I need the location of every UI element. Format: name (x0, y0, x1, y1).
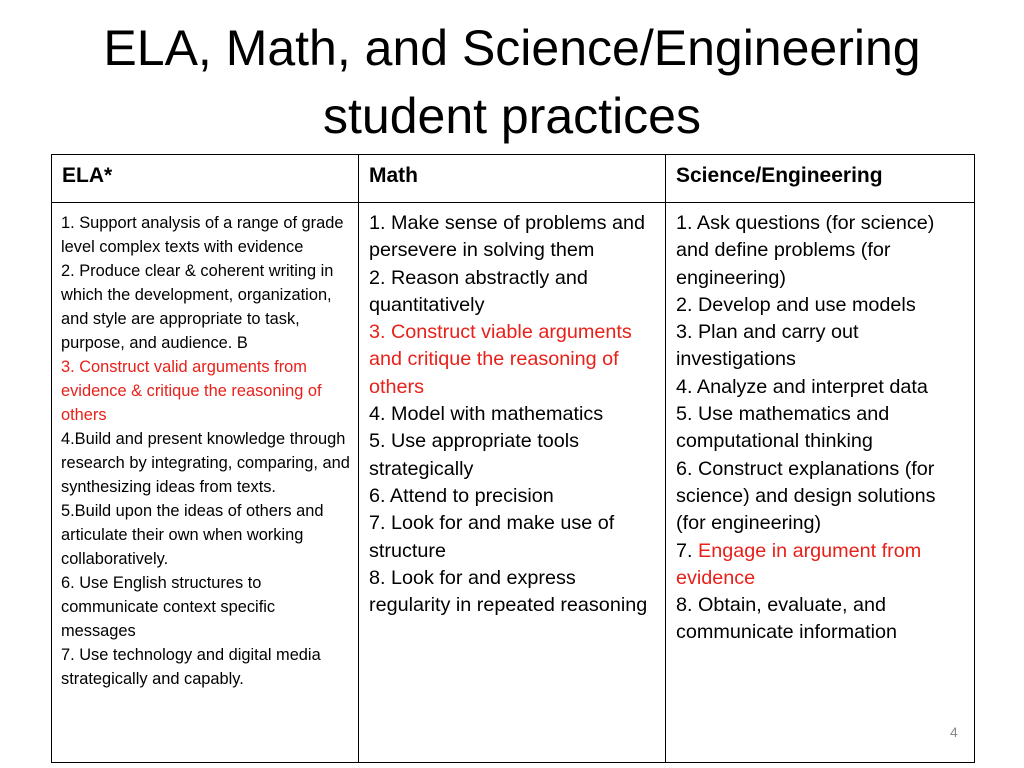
math-practice-4: 4. Model with mathematics (369, 403, 604, 426)
ela-practice-2: 2. Produce clear & coherent writing in which the development, organization, and style are appropriate to task, purpose, and audience. B (61, 262, 334, 352)
slide-title-line-2: student practices (323, 88, 701, 144)
header-math: Math (359, 155, 666, 203)
math-practice-7: 7. Look for and make use of structure (369, 512, 615, 562)
science-practices-cell (666, 203, 975, 763)
ela-practice-3: 3. Construct valid arguments from evidence & critique the reasoning of others (61, 358, 322, 424)
science-practice-7-highlight: Engage in argument from evidence (676, 539, 922, 589)
practices-row (52, 203, 975, 763)
slide-title (0, 14, 1024, 150)
math-practices-cell (359, 203, 666, 763)
science-practice-7 (676, 538, 966, 593)
ela-practices-cell (52, 203, 359, 763)
ela-practice-1: 1. Support analysis of a range of grade level complex texts with evidence (61, 214, 344, 256)
math-practice-1: 1. Make sense of problems and persevere in solving them (369, 212, 645, 262)
science-practice-7-number: 7. (676, 539, 698, 562)
science-practice-5: 5. Use mathematics and computational thinking (676, 403, 890, 453)
math-practice-6: 6. Attend to precision (369, 484, 554, 507)
header-science: Science/Engineering (666, 155, 975, 203)
math-practice-5: 5. Use appropriate tools strategically (369, 430, 580, 480)
math-practice-8: 8. Look for and express regularity in repeated reasoning (369, 566, 648, 617)
science-practice-6: 6. Construct explanations (for science) and design solutions (for engineering) (676, 457, 936, 535)
science-practice-4: 4. Analyze and interpret data (676, 375, 928, 398)
ela-practice-4: 4.Build and present knowledge through research by integrating, comparing, and synthesizing ideas from texts. (61, 430, 350, 496)
ela-practice-7: 7. Use technology and digital media strategically and capably. (61, 646, 321, 688)
ela-practice-6: 6. Use English structures to communicate context specific messages (61, 574, 276, 640)
science-practice-2: 2. Develop and use models (676, 293, 916, 316)
practices-table (51, 154, 975, 763)
ela-practice-5: 5.Build upon the ideas of others and articulate their own when working collaboratively. (61, 502, 324, 568)
science-practice-8: 8. Obtain, evaluate, and communicate information (676, 594, 897, 644)
math-practice-2: 2. Reason abstractly and quantitatively (369, 266, 588, 316)
science-practice-1: 1. Ask questions (for science) and define problems (for engineering) (676, 212, 935, 289)
header-row (52, 155, 975, 203)
math-practice-3: 3. Construct viable arguments and critique the reasoning of others (369, 321, 632, 398)
header-ela: ELA* (52, 155, 359, 203)
science-practice-3: 3. Plan and carry out investigations (676, 321, 859, 371)
page-number: 4 (950, 724, 958, 740)
slide-title-line-1: ELA, Math, and Science/Engineering (103, 20, 921, 76)
